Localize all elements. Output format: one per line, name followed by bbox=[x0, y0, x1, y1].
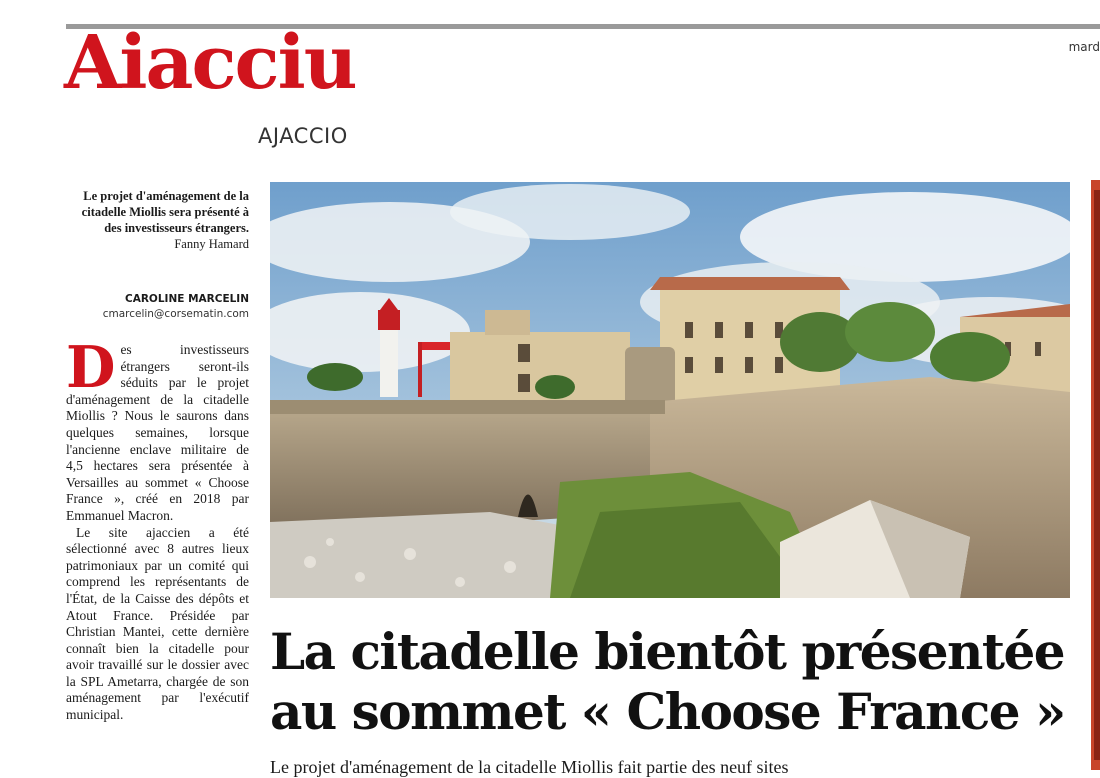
byline bbox=[66, 292, 249, 322]
adjacent-page-edge bbox=[1091, 180, 1100, 770]
paragraph-1 bbox=[66, 334, 249, 525]
article-body bbox=[66, 334, 249, 724]
page-date: mard bbox=[1068, 40, 1100, 54]
photo-caption bbox=[66, 188, 249, 252]
article-lede: Le projet d'aménagement de la citadelle Miollis fait partie des neuf sites bbox=[270, 757, 789, 777]
paragraph-1-text: es investisseurs étrangers seront-ils séduits par le projet d'aménagement de la citadelle Miollis ? Nous le saurons dans quelques semaines, lorsque l'ancienne enclave militaire de 4,5 hectares sera présentée à Versailles au sommet « Choose France », créé en 2018 par Emmanuel Macron. bbox=[66, 342, 249, 523]
photo-credit: Fanny Hamard bbox=[174, 237, 249, 251]
photo-citadel-icon bbox=[270, 182, 1070, 598]
caption-text: Le projet d'aménagement de la citadelle Miollis sera présenté à des investisseurs étrangers. bbox=[81, 189, 249, 235]
author-email[interactable]: cmarcelin@corsematin.com bbox=[102, 308, 249, 320]
masthead-title: Aiacciu bbox=[64, 20, 356, 106]
article-headline: La citadelle bientôt présentée au sommet « Choose France » bbox=[270, 622, 1065, 741]
masthead-subtitle: AJACCIO bbox=[258, 124, 348, 148]
author-name: CAROLINE MARCELIN bbox=[125, 293, 249, 305]
paragraph-2: Le site ajaccien a été sélectionné avec 8 autres lieux patrimoniaux par un comité qui comprend les représentants de l'État, de la Caisse des dépôts et Atout France. Présidée par Christian Mantei, cette dernière connaît bien la citadelle pour avoir travaillé sur le dossier avec la SPL Ametarra, chargée de son aménagement par l'exécutif municipal. bbox=[66, 524, 249, 723]
article-photo bbox=[270, 182, 1070, 598]
dropcap: D bbox=[66, 334, 116, 401]
